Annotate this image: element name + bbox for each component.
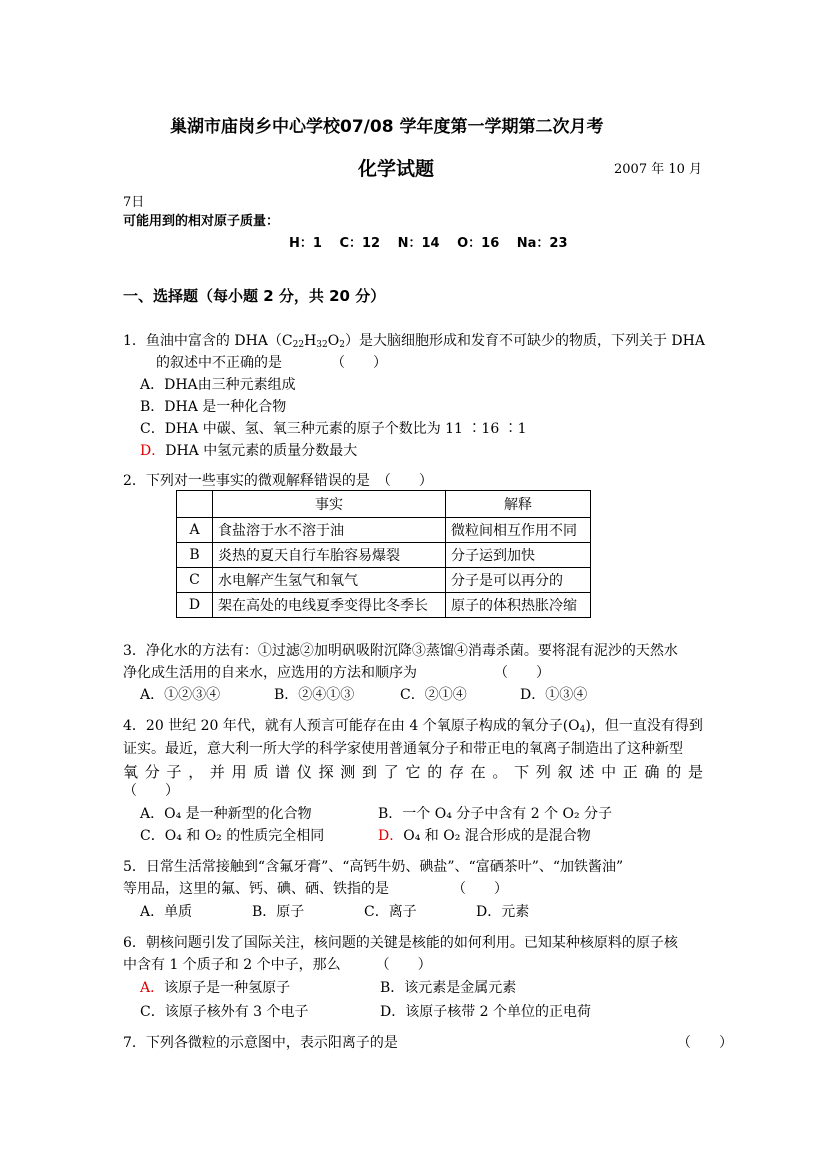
answer-mark: D． xyxy=(140,443,166,459)
table-cell: 分子是可以再分的 xyxy=(446,568,591,593)
table-header-cell: 事实 xyxy=(213,491,446,518)
question-3-option-b: B．②④①③ xyxy=(274,687,355,703)
question-6-option-b: B．该元素是金属元素 xyxy=(380,980,517,996)
table-cell: 分子运到加快 xyxy=(446,543,591,568)
question-4-option-a: A．O₄ 是一种新型的化合物 xyxy=(140,806,312,822)
question-1-stem-line2: 的叙述中不正确的是 （ ） xyxy=(156,355,387,371)
question-5-stem-line2: 等用品，这里的氟、钙、碘、硒、铁指的是 （ ） xyxy=(123,881,508,897)
answer-mark: D． xyxy=(378,828,404,844)
question-4-option-b: B．一个 O₄ 分子中含有 2 个 O₂ 分子 xyxy=(378,806,613,822)
table-header-cell: 解释 xyxy=(446,491,591,518)
table-cell: 架在高处的电线夏季变得比冬季长 xyxy=(213,593,446,618)
question-1-option-a: A．DHA由三种元素组成 xyxy=(140,377,296,393)
question-5-option-d: D．元素 xyxy=(476,904,530,920)
table-cell: D xyxy=(177,593,213,618)
question-4-stem-line2: 证实。最近，意大利一所大学的科学家使用普通氧分子和带正电的氧离子制造出了这种新型 xyxy=(123,741,683,757)
question-5-option-c: C．离子 xyxy=(364,904,417,920)
table-cell: 原子的体积热胀冷缩 xyxy=(446,593,591,618)
question-1-option-d: D．DHA 中氢元素的质量分数最大 xyxy=(140,443,358,459)
question-1-stem: 1．鱼油中富含的 $DHA(C_{22}H_{32}O_2)$是大脑细胞形成和发育不可缺少的物质，下列关于 DHA xyxy=(123,333,705,350)
table-header-cell xyxy=(177,491,213,518)
exam-subtitle: 化学试题 xyxy=(358,158,435,180)
table-cell: 微粒间相互作用不同 xyxy=(446,518,591,543)
question-4-stem-line1: 4．20 世纪 20 年代，就有人预言可能存在由 4 个氧原子构成的氧分子$(O_4)$，但一直没有得到 xyxy=(123,718,703,735)
table-row xyxy=(177,593,591,618)
question-6-option-c: C．该原子核外有 3 个电子 xyxy=(140,1004,309,1020)
question-1-option-c: C．DHA 中碳、氢、氧三种元素的原子个数比为 11 ∶16 ∶1 xyxy=(140,421,527,437)
exam-date: 2007 年 10 月 xyxy=(614,162,703,177)
question-5-option-a: A．单质 xyxy=(140,904,193,920)
facts-table xyxy=(176,490,591,618)
table-row xyxy=(177,568,591,593)
table-cell: 食盐溶于水不溶于油 xyxy=(213,518,446,543)
question-7-stem: 7．下列各微粒的示意图中，表示阳离子的是 xyxy=(123,1035,398,1051)
question-2-stem: 2．下列对一些事实的微观解释错误的是 （ ） xyxy=(123,473,433,489)
exam-date-continued: 7日 xyxy=(123,195,145,210)
question-3-option-c: C．②①④ xyxy=(400,687,467,703)
question-4-option-c: C．O₄ 和 O₂ 的性质完全相同 xyxy=(140,828,325,844)
question-7-answer-blank: （ ） xyxy=(677,1035,733,1051)
question-4-option-d: D．O₄ 和 O₂ 混合形成的是混合物 xyxy=(378,828,591,844)
question-5-option-b: B．原子 xyxy=(252,904,305,920)
table-cell: C xyxy=(177,568,213,593)
section-heading: 一、选择题（每小题 2 分，共 20 分） xyxy=(123,287,386,305)
exam-title: 巢湖市庙岗乡中心学校07/08 学年度第一学期第二次月考 xyxy=(170,117,604,137)
table-row xyxy=(177,543,591,568)
question-4-stem-line3: 氧分子，并用质谱仪探测到了它的存在。下列叙述中正确的是 xyxy=(123,763,703,781)
question-6-option-d: D．该原子核带 2 个单位的正电荷 xyxy=(380,1004,592,1020)
question-4-stem-line4: （ ） xyxy=(123,783,179,799)
table-cell: B xyxy=(177,543,213,568)
question-6-stem-line2: 中含有 1 个质子和 2 个中子，那么 （ ） xyxy=(123,957,432,973)
atomic-mass-values: H：1 C：12 N：14 O：16 Na：23 xyxy=(289,236,568,251)
atomic-mass-label: 可能用到的相对原子质量： xyxy=(123,214,280,229)
question-3-stem-line1: 3．净化水的方法有：①过滤②加明矾吸附沉降③蒸馏④消毒杀菌。要将混有泥沙的天然水 xyxy=(123,643,678,659)
table-row xyxy=(177,518,591,543)
question-5-stem-line1: 5．日常生活常接触到“含氟牙膏”、“高钙牛奶、碘盐”、“富硒茶叶”、“加铁酱油” xyxy=(123,859,624,875)
question-6-option-a: A．该原子是一种氢原子 xyxy=(140,980,291,996)
table-cell: 水电解产生氢气和氧气 xyxy=(213,568,446,593)
question-3-stem-line2: 净化成生活用的自来水，应选用的方法和顺序为 （ ） xyxy=(123,665,550,681)
answer-mark: A． xyxy=(140,980,165,996)
question-1-option-b: B．DHA 是一种化合物 xyxy=(140,399,287,415)
table-cell: A xyxy=(177,518,213,543)
question-3-option-a: A．①②③④ xyxy=(140,687,221,703)
question-6-stem-line1: 6．朝核问题引发了国际关注，核问题的关键是核能的如何利用。已知某种核原料的原子核 xyxy=(123,935,678,951)
question-3-option-d: D．①③④ xyxy=(520,687,588,703)
table-cell: 炎热的夏天自行车胎容易爆裂 xyxy=(213,543,446,568)
table-header-row xyxy=(177,491,591,518)
